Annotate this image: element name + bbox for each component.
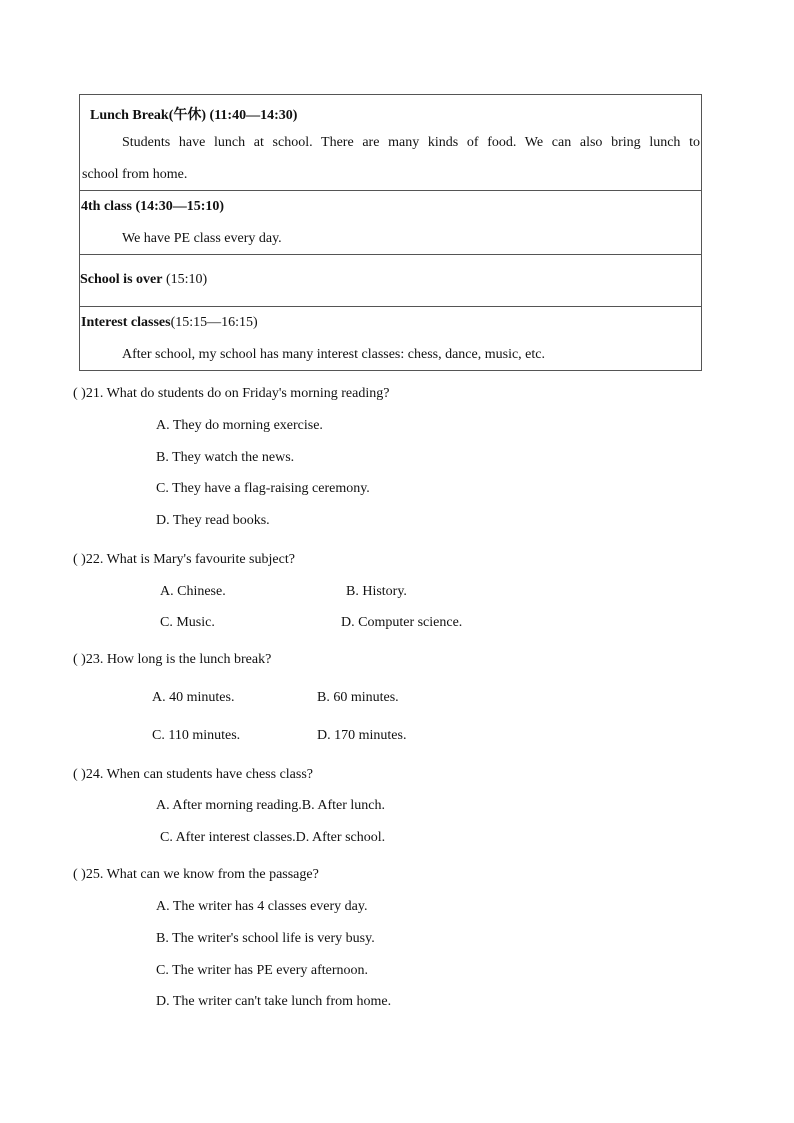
question-21-option-c: C. They have a flag-raising ceremony. [156,481,370,496]
question-21-option-d: D. They read books. [156,513,270,528]
schedule-row-interest-classes [80,307,701,370]
question-25-stem: ( )25. What can we know from the passage? [73,867,319,882]
fourth-class-line-1: We have PE class every day. [122,231,282,246]
question-23-option-d: D. 170 minutes. [317,728,407,743]
question-24-options-cd: C. After interest classes.D. After school. [160,830,386,845]
question-24-stem: ( )24. When can students have chess class? [73,767,313,782]
question-23-option-a: A. 40 minutes. [152,690,235,705]
schedule-row-lunch [80,95,701,191]
question-22-option-d: D. Computer science. [341,615,463,630]
schedule-row-fourth-class [80,191,701,255]
question-23-stem: ( )23. How long is the lunch break? [73,652,272,667]
school-over-title [80,272,207,288]
interest-classes-bold: Interest classes [81,315,171,330]
interest-classes-title [81,315,258,331]
question-23-option-b: B. 60 minutes. [317,690,399,705]
schedule-table [79,94,702,371]
question-24-options-ab: A. After morning reading.B. After lunch. [156,798,386,813]
school-over-time: (15:10) [162,272,208,287]
question-25-option-c: C. The writer has PE every afternoon. [156,963,369,978]
question-21-option-a: A. They do morning exercise. [156,418,323,433]
question-23-option-c: C. 110 minutes. [152,728,241,743]
question-21-option-b: B. They watch the news. [156,450,295,465]
question-25-option-d: D. The writer can't take lunch from home. [156,994,392,1009]
lunch-line-1: Students have lunch at school. There are many kinds of food. We can also bring lunch to [122,135,700,150]
question-21-stem: ( )21. What do students do on Friday's morning reading? [73,386,390,401]
question-22-option-a: A. Chinese. [160,584,226,599]
fourth-class-title: 4th class (14:30—15:10) [81,199,225,214]
school-over-bold: School is over [80,272,163,287]
lunch-title: Lunch Break(午休) (11:40—14:30) [90,108,298,123]
question-22-stem: ( )22. What is Mary's favourite subject? [73,552,295,567]
question-22-option-c: C. Music. [160,615,215,630]
question-25-option-a: A. The writer has 4 classes every day. [156,899,368,914]
question-25-option-b: B. The writer's school life is very busy. [156,931,375,946]
interest-classes-line-1: After school, my school has many interest classes: chess, dance, music, etc. [122,347,545,362]
question-22-option-b: B. History. [346,584,407,599]
schedule-row-school-over [80,255,701,307]
lunch-line-2: school from home. [82,167,188,182]
interest-classes-time: (15:15—16:15) [170,315,258,330]
